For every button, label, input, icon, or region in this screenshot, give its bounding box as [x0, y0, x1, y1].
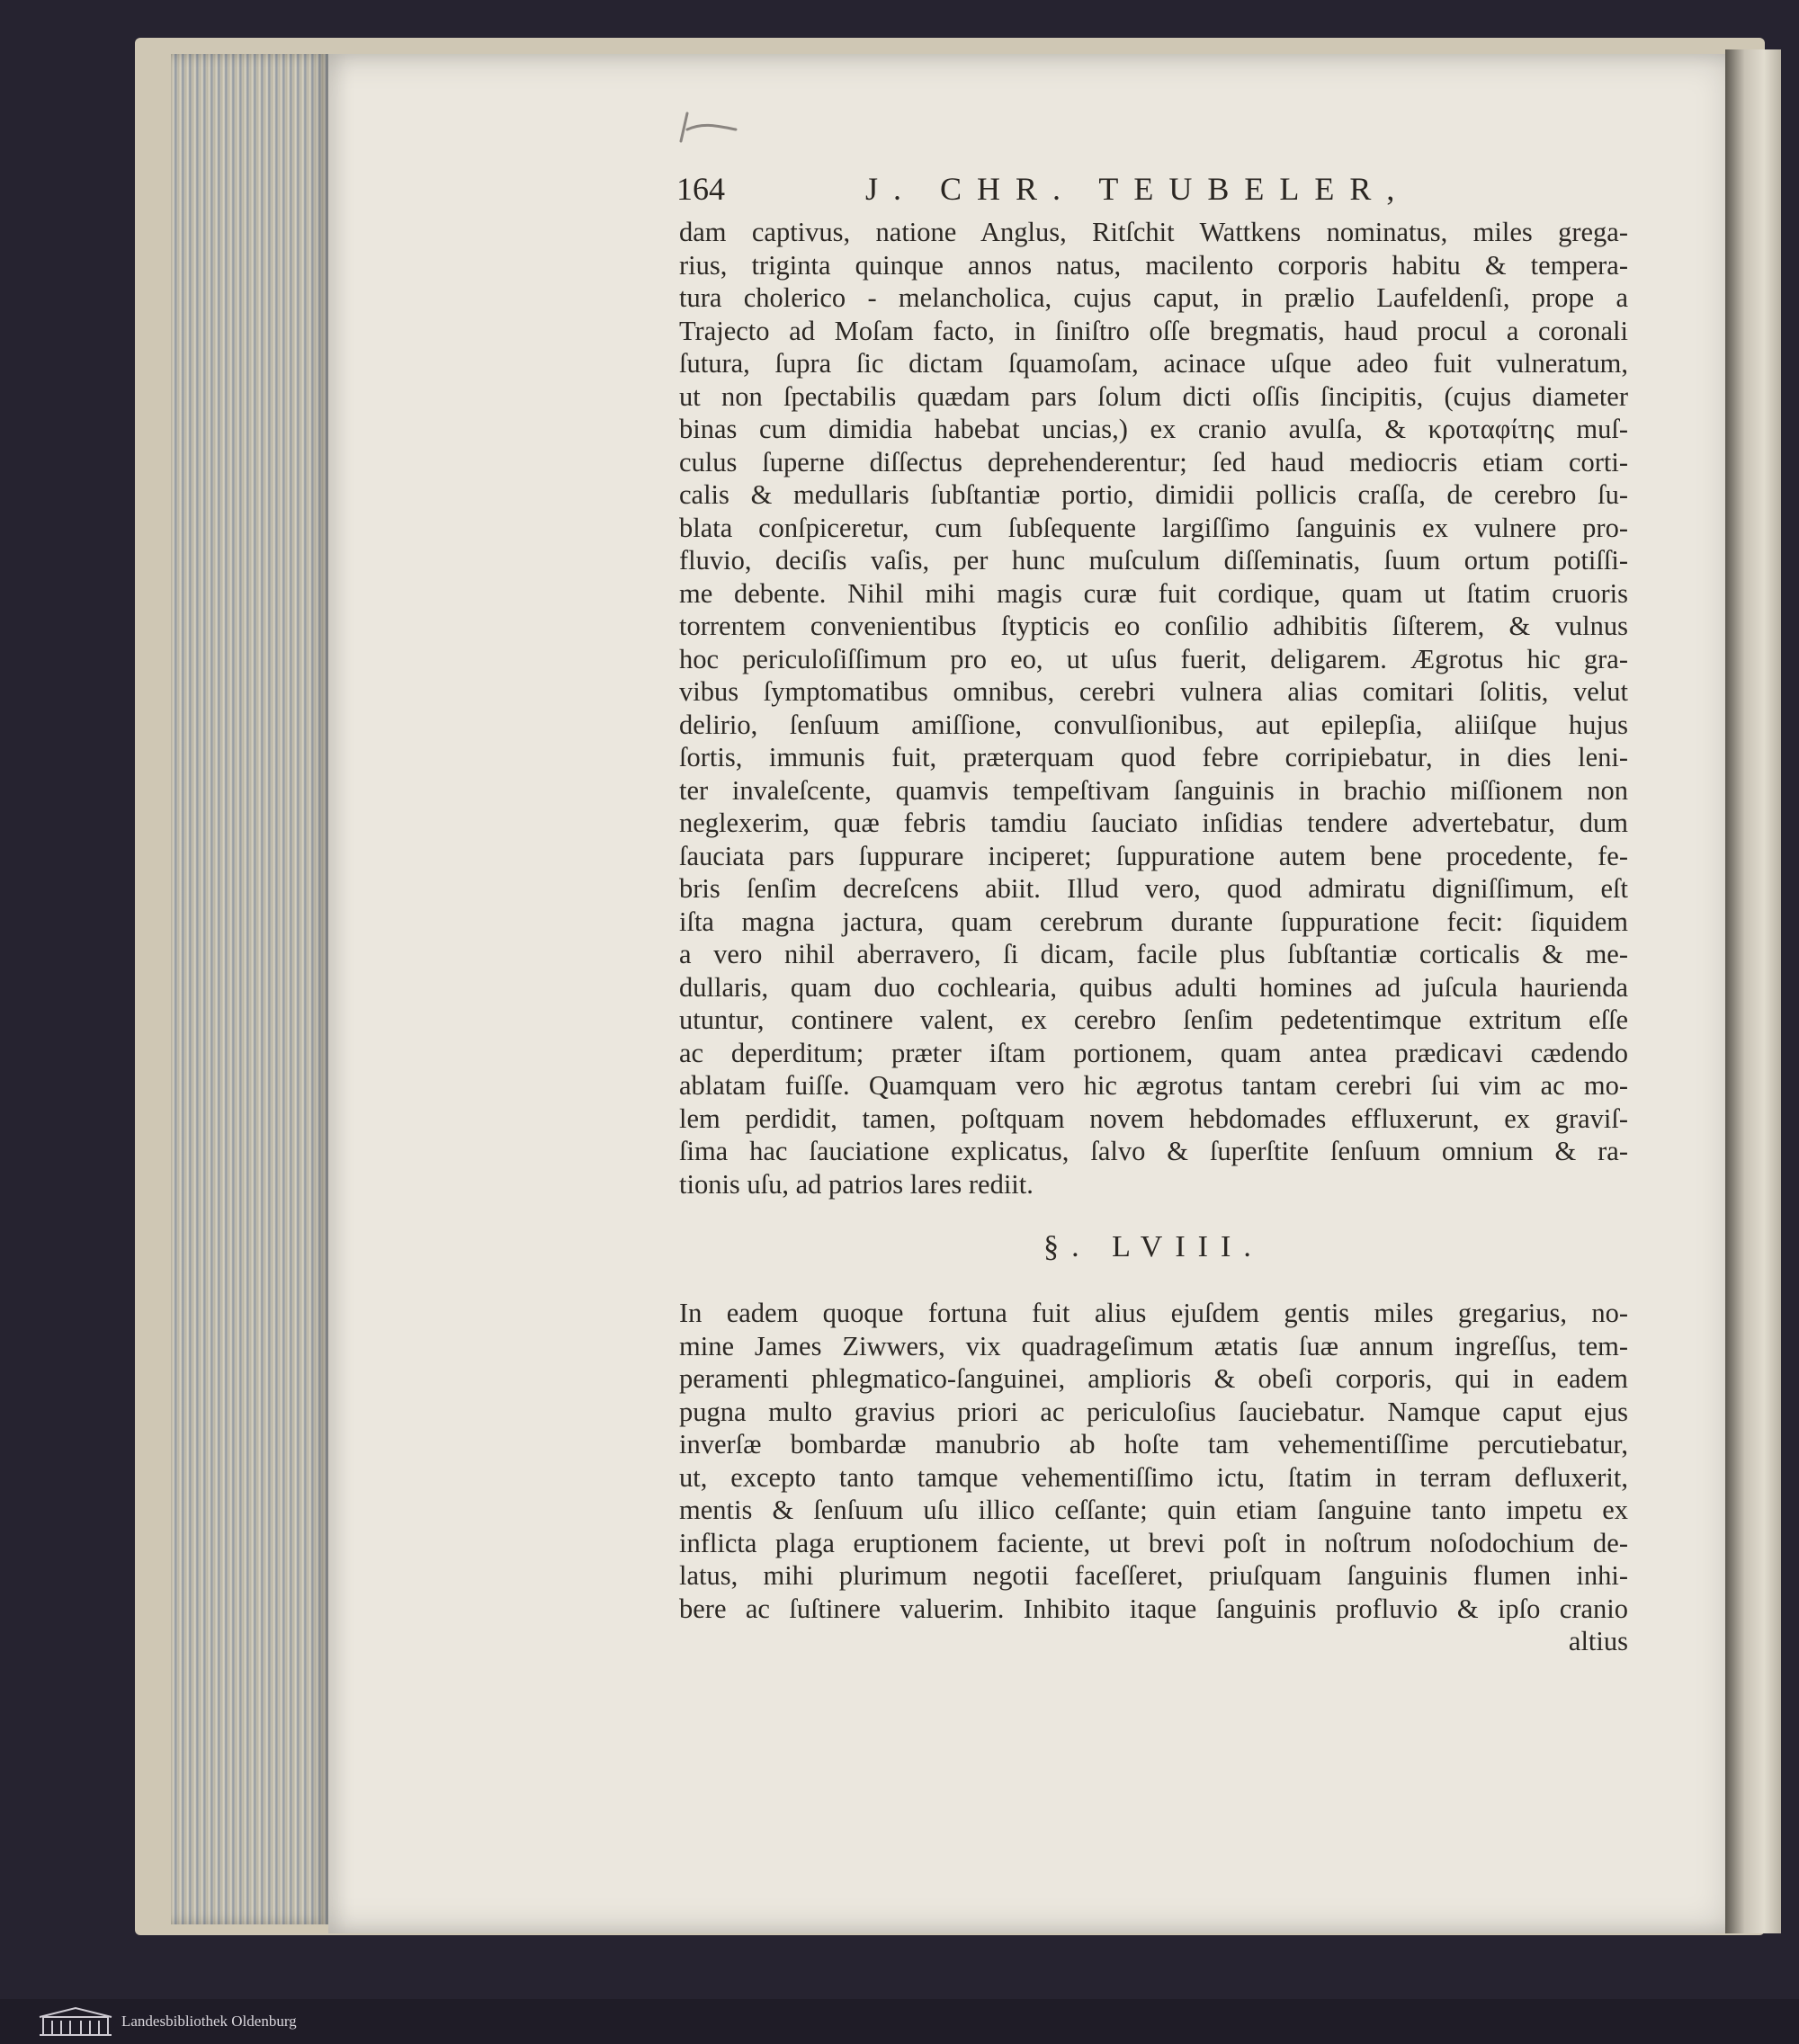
text-line: ſortis, immunis fuit, præterquam quod febre corripiebatur, in dies leni- [679, 742, 1628, 772]
text-line: In eadem quoque fortuna fuit alius ejuſdem gentis miles gregarius, no- [679, 1298, 1628, 1328]
text-line: dullaris, quam duo cochlearia, quibus adulti homines ad juſcula haurienda [679, 971, 1628, 1003]
text-line: tionis uſu, ad patrios lares rediit. [679, 1168, 1034, 1200]
text-line: latus, mihi plurimum negotii faceſſeret, priuſquam ſanguinis flumen inhi- [679, 1560, 1628, 1591]
text-line: calis & medullaris ſubſtantiæ portio, dimidii pollicis craſſa, de cerebro ſu- [679, 479, 1628, 510]
footer-bar [0, 1999, 1799, 2044]
text-line: binas cum dimidia habebat uncias,) ex cranio avulſa, & κροταφίτης muſ- [679, 414, 1628, 444]
library-building-icon [36, 2006, 115, 2037]
text-line: me debente. Nihil mihi magis curæ fuit cordique, quam ut ſtatim cruoris [679, 577, 1628, 609]
running-title: J. CHR. TEUBELER, [865, 171, 1410, 207]
running-head [676, 166, 1630, 211]
page-number: 164 [676, 171, 725, 207]
text-line: blata conſpiceretur, cum ſubſequente largiſſimo ſanguinis ex vulnere pro- [679, 512, 1628, 543]
library-name: Landesbibliothek Oldenburg [121, 2013, 297, 2030]
text-line: mentis & ſenſuum uſu illico ceſſante; quin etiam ſanguine tanto impetu ex [679, 1495, 1628, 1525]
text-line: inverſæ bombardæ manubrio ab hoſte tam vehementiſſime percutiebatur, [679, 1429, 1628, 1459]
text-line: rius, triginta quinque annos natus, macilento corporis habitu & tempera- [679, 249, 1628, 281]
text-line: neglexerim, quæ febris tamdiu ſauciato inſidias tendere advertebatur, dum [679, 808, 1628, 838]
text-line: dam captivus, natione Anglus, Ritſchit Wattkens nominatus, miles grega- [679, 217, 1628, 247]
pencil-mark-icon [676, 110, 739, 146]
text-line: tura cholerico - melancholica, cujus caput, in prælio Laufeldenſi, prope a [679, 282, 1628, 313]
catchword: altius [1568, 1626, 1628, 1656]
text-line: a vero nihil aberravero, ſi dicam, facile plus ſubſtantiæ corticalis & me- [679, 939, 1628, 969]
text-line: ut, excepto tanto tamque vehementiſſimo ictu, ſtatim in terram defluxerit, [679, 1461, 1628, 1493]
text-line: ſima hac ſauciatione explicatus, ſalvo & ſuperſtite ſenſuum omnium & ra- [679, 1136, 1628, 1166]
text-line: torrentem convenientibus ſtypticis eo conſilio adhibitis ſiſterem, & vulnus [679, 611, 1628, 641]
text-line: iſta magna jactura, quam cerebrum durante ſuppuratione fecit: ſiquidem [679, 906, 1628, 937]
text-line: ut non ſpectabilis quædam pars ſolum dicti oſſis ſincipitis, (cujus diameter [679, 380, 1628, 412]
text-line: lem perdidit, tamen, poſtquam novem hebdomades effluxerunt, ex graviſ- [679, 1102, 1628, 1134]
text-line: inflicta plaga eruptionem faciente, ut brevi poſt in noſtrum noſodochium de- [679, 1527, 1628, 1558]
book-gutter [1725, 49, 1781, 1933]
text-line: vibus ſymptomatibus omnibus, cerebri vulnera alias comitari ſolitis, velut [679, 676, 1628, 707]
text-line: fluvio, deciſis vaſis, per hunc muſculum diſſeminatis, ſuum ortum potiſſi- [679, 545, 1628, 576]
text-line: utuntur, continere valent, ex cerebro ſenſim pedetentimque extritum eſſe [679, 1004, 1628, 1035]
page-fore-edge [171, 54, 328, 1924]
text-line: peramenti phlegmatico-ſanguinei, amplioris & obeſi corporis, qui in eadem [679, 1363, 1628, 1394]
paragraph-2 [679, 1297, 1628, 1658]
text-line: bris ſenſim decreſcens abiit. Illud vero, quod admiratu digniſſimum, eſt [679, 873, 1628, 904]
text-line: mine James Ziwwers, vix quadrageſimum ætatis ſuæ annum ingreſſus, tem- [679, 1330, 1628, 1361]
text-line: ſauciata pars ſuppurare inciperet; ſuppuratione autem bene procedente, fe- [679, 840, 1628, 871]
text-line: culus ſuperne diſſectus deprehenderentur; ſed haud mediocris etiam corti- [679, 446, 1628, 478]
text-line: hoc periculoſiſſimum pro eo, ut uſus fuerit, deligarem. Ægrotus hic gra- [679, 643, 1628, 674]
text-line: bere ac ſuſtinere valuerim. Inhibito itaque ſanguinis profluvio & ipſo cranio [679, 1593, 1628, 1624]
text-line: ſutura, ſupra ſic dictam ſquamoſam, acinace uſque adeo fuit vulneratum, [679, 348, 1628, 379]
text-line: delirio, ſenſuum amiſſione, convulſionibus, aut epilepſia, aliiſque hujus [679, 709, 1628, 740]
section-heading: §. LVIII. [1043, 1230, 1264, 1263]
text-line: ablatam fuiſſe. Quamquam vero hic ægrotus tantam cerebri ſui vim ac mo- [679, 1070, 1628, 1101]
text-line: ac deperditum; præter iſtam portionem, quam antea prædicavi cædendo [679, 1037, 1628, 1068]
text-line: pugna multo gravius priori ac periculoſius ſauciebatur. Namque caput ejus [679, 1396, 1628, 1427]
text-line: ter invaleſcente, quamvis tempeſtivam ſanguinis in brachio miſſionem non [679, 774, 1628, 806]
text-line: Trajecto ad Moſam facto, in ſiniſtro oſſe bregmatis, haud procul a coronali [679, 315, 1628, 346]
paragraph-1 [679, 216, 1628, 1201]
